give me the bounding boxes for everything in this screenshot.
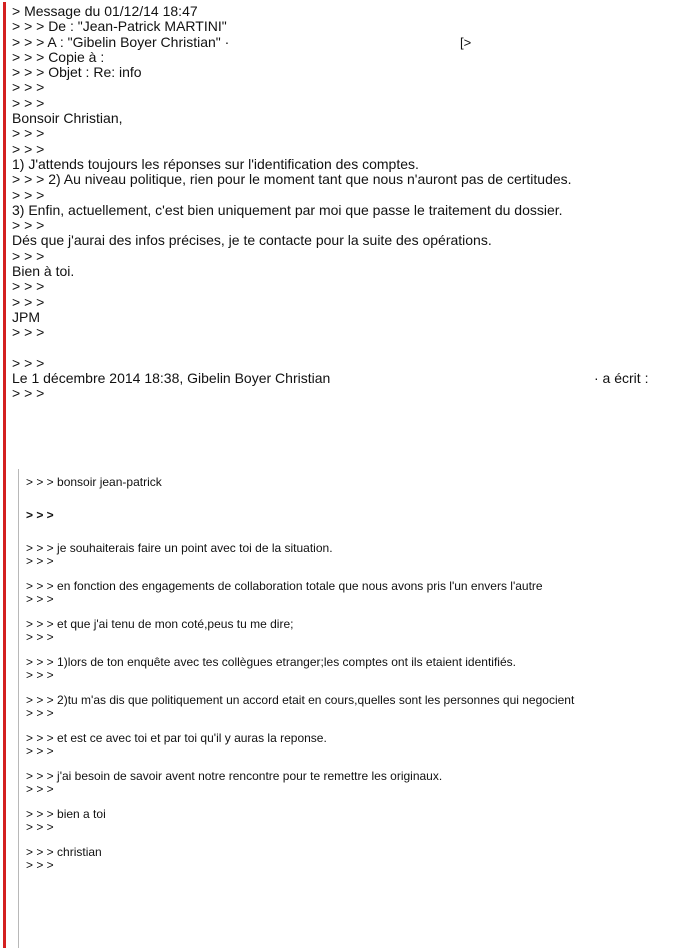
quoted-message: [26, 476, 666, 872]
reply-line: 1) J'attends toujours les réponses sur l'identification des comptes.: [12, 155, 419, 172]
quoted-line: > > > 1)lors de ton enquête avec tes collègues etranger;les comptes ont ils etaient identifiés.: [26, 655, 516, 669]
reply-line: > > >: [12, 293, 45, 310]
header-subject: > > > Objet : Re: info: [12, 64, 142, 81]
quoted-separator: > > >: [26, 820, 54, 834]
reply-line: > > > 2) Au niveau politique, rien pour le moment tant que nous n'auront pas de certitudes.: [12, 171, 572, 188]
reply-line: Dés que j'aurai des infos précises, je te contacte pour la suite des opérations.: [12, 232, 492, 249]
quoted-paragraph: [26, 770, 666, 796]
reply-line: [12, 341, 672, 356]
quoted-paragraph: [26, 618, 666, 644]
header-cc: > > > Copie à :: [12, 48, 105, 65]
quoted-line: > > > je souhaiterais faire un point avec toi de la situation.: [26, 541, 333, 555]
header-to-row: [12, 35, 672, 50]
attribution-quote-marker: > > >: [12, 385, 45, 402]
quoted-paragraph: [26, 846, 666, 872]
header-from: > > > De : "Jean-Patrick MARTINI": [12, 18, 227, 35]
quoted-separator: > > >: [26, 630, 54, 644]
reply-line: 3) Enfin, actuellement, c'est bien uniquement par moi que passe le traitement du dossier.: [12, 201, 563, 218]
reply-line: > > >: [12, 278, 45, 295]
quoted-paragraph: [26, 542, 666, 568]
reply-line: > > >: [12, 125, 45, 142]
reply-line: Bien à toi.: [12, 263, 75, 280]
quote-bar: [3, 2, 6, 948]
quoted-line: > > > j'ai besoin de savoir avent notre rencontre pour te remettre les originaux.: [26, 769, 443, 783]
quoted-line: > > >: [26, 508, 54, 522]
reply-line: > > >: [12, 324, 45, 341]
quoted-line: > > > christian: [26, 845, 102, 859]
quoted-line: > > > bonsoir jean-patrick: [26, 475, 162, 489]
reply-line: > > >: [12, 79, 45, 96]
quoted-paragraph: [26, 732, 666, 758]
quoted-paragraph: [26, 694, 666, 720]
attribution-author: Le 1 décembre 2014 18:38, Gibelin Boyer Christian: [12, 370, 331, 387]
reply-text: [12, 80, 672, 371]
quoted-paragraph: [26, 509, 666, 522]
attribution-line: [12, 371, 672, 386]
message-header-date: > Message du 01/12/14 18:47: [12, 3, 198, 19]
quoted-paragraph: [26, 580, 666, 606]
reply-line: > > >: [12, 217, 45, 234]
quoted-line: > > > et que j'ai tenu de mon coté,peus tu me dire;: [26, 617, 294, 631]
cursor-mark: [>: [460, 34, 472, 50]
reply-line: > > >: [12, 247, 45, 264]
header-to: > > > A : "Gibelin Boyer Christian" ·: [12, 33, 230, 50]
quoted-separator: > > >: [26, 744, 54, 758]
quoted-line: > > > et est ce avec toi et par toi qu'il y auras la reponse.: [26, 731, 327, 745]
quoted-separator: > > >: [26, 554, 54, 568]
reply-line: > > >: [12, 186, 45, 203]
quoted-separator: > > >: [26, 668, 54, 682]
reply-line: Bonsoir Christian,: [12, 110, 123, 127]
reply-line: > > >: [12, 354, 45, 371]
reply-line: > > >: [12, 94, 45, 111]
quoted-line: > > > bien a toi: [26, 807, 106, 821]
reply-line: JPM: [12, 308, 40, 325]
message-body: [12, 4, 672, 402]
attribution-suffix: · a écrit :: [594, 370, 649, 387]
reply-line: > > >: [12, 140, 45, 157]
inner-quote-bar: [18, 469, 19, 948]
quoted-line: > > > 2)tu m'as dis que politiquement un accord etait en cours,quelles sont les personnes qui negocient: [26, 693, 575, 707]
quoted-paragraph: [26, 476, 666, 489]
quoted-paragraph: [26, 808, 666, 834]
quoted-paragraph: [26, 656, 666, 682]
quoted-separator: > > >: [26, 858, 54, 872]
quoted-line: > > > en fonction des engagements de collaboration totale que nous avons pris l'un envers l'autre: [26, 579, 543, 593]
quoted-separator: > > >: [26, 782, 54, 796]
quoted-separator: > > >: [26, 592, 54, 606]
quoted-separator: > > >: [26, 706, 54, 720]
